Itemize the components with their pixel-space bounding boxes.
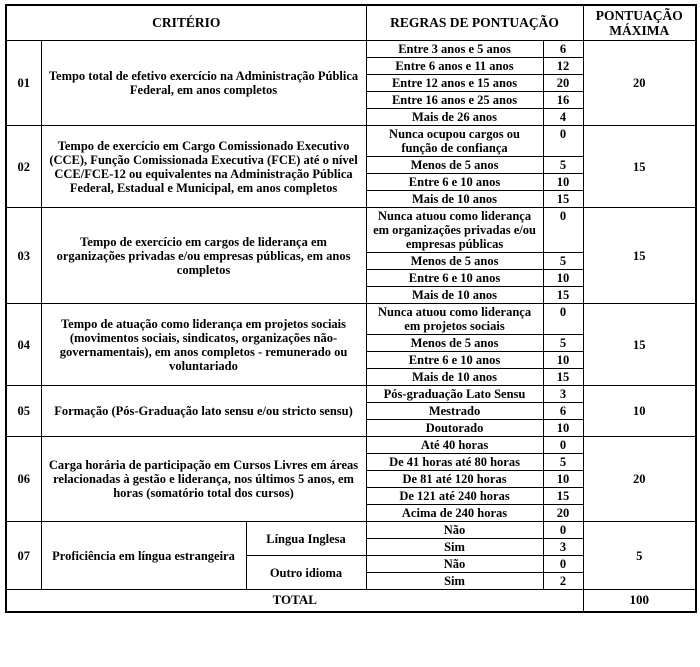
criterion-block-03 [6, 208, 696, 304]
rule-points: 10 [543, 420, 583, 437]
rule-points: 5 [543, 253, 583, 270]
rule-label: Sim [366, 539, 543, 556]
max-points: 15 [583, 304, 696, 386]
criterion-text: Tempo de exercício em Cargo Comissionado Executivo (CCE), Função Comissionada Executiva (FCE) até o nível CCE/FCE-12 ou equivalentes na Administração Pública Federal, Estadual e Municipal, em anos completos [41, 126, 366, 208]
rule-label: Pós-graduação Lato Sensu [366, 386, 543, 403]
criterion-number: 06 [6, 437, 41, 522]
rule-label: Mais de 10 anos [366, 287, 543, 304]
max-points: 10 [583, 386, 696, 437]
total-row [6, 590, 696, 613]
rule-label: Nunca atuou como liderança em projetos sociais [366, 304, 543, 335]
criterion-block-06 [6, 437, 696, 522]
rule-label: Entre 3 anos e 5 anos [366, 41, 543, 58]
rule-label: Mestrado [366, 403, 543, 420]
table-row [6, 41, 696, 58]
rule-points: 10 [543, 352, 583, 369]
rule-points: 16 [543, 92, 583, 109]
rule-label: Sim [366, 573, 543, 590]
criterion-block-04 [6, 304, 696, 386]
rule-points: 4 [543, 109, 583, 126]
rule-points: 0 [543, 556, 583, 573]
header-criterio: CRITÉRIO [6, 5, 366, 41]
rule-points: 20 [543, 505, 583, 522]
rule-points: 6 [543, 41, 583, 58]
rule-label: Mais de 26 anos [366, 109, 543, 126]
language-label: Outro idioma [246, 556, 366, 590]
total-block [6, 590, 696, 613]
rule-label: Entre 12 anos e 15 anos [366, 75, 543, 92]
table-row [6, 126, 696, 157]
rule-points: 15 [543, 369, 583, 386]
criterion-number: 05 [6, 386, 41, 437]
total-label: TOTAL [6, 590, 583, 613]
rule-label: Doutorado [366, 420, 543, 437]
rule-points: 5 [543, 454, 583, 471]
rule-points: 0 [543, 208, 583, 253]
rule-points: 15 [543, 488, 583, 505]
rule-label: Mais de 10 anos [366, 191, 543, 208]
rule-points: 10 [543, 471, 583, 488]
rule-points: 0 [543, 304, 583, 335]
pontuacao-table [5, 4, 697, 613]
rule-points: 6 [543, 403, 583, 420]
header-pontuacao-maxima: PONTUAÇÃO MÁXIMA [583, 5, 696, 41]
criterion-number: 07 [6, 522, 41, 590]
rule-label: Entre 6 e 10 anos [366, 270, 543, 287]
criterion-text: Formação (Pós-Graduação lato sensu e/ou stricto sensu) [41, 386, 366, 437]
rule-label: Menos de 5 anos [366, 335, 543, 352]
rule-points: 3 [543, 386, 583, 403]
rule-label: Entre 6 anos e 11 anos [366, 58, 543, 75]
max-points: 20 [583, 437, 696, 522]
rule-label: De 121 até 240 horas [366, 488, 543, 505]
rule-points: 10 [543, 270, 583, 287]
rule-points: 20 [543, 75, 583, 92]
rule-label: Entre 16 anos e 25 anos [366, 92, 543, 109]
criterion-block-02 [6, 126, 696, 208]
criterion-number: 03 [6, 208, 41, 304]
max-points: 20 [583, 41, 696, 126]
rule-points: 2 [543, 573, 583, 590]
max-points: 5 [583, 522, 696, 590]
total-value: 100 [583, 590, 696, 613]
rule-points: 3 [543, 539, 583, 556]
rule-points: 5 [543, 335, 583, 352]
table-row [6, 304, 696, 335]
criterion-block-05 [6, 386, 696, 437]
criterion-text: Proficiência em língua estrangeira [41, 522, 246, 590]
rule-points: 0 [543, 437, 583, 454]
criterion-block-01 [6, 41, 696, 126]
criterion-block-07 [6, 522, 696, 590]
criterion-text: Tempo de exercício em cargos de liderança em organizações privadas e/ou empresas públicas, em anos completos [41, 208, 366, 304]
language-label: Língua Inglesa [246, 522, 366, 556]
table-row [6, 437, 696, 454]
rule-label: Acima de 240 horas [366, 505, 543, 522]
criterion-number: 02 [6, 126, 41, 208]
criterion-text: Carga horária de participação em Cursos Livres em áreas relacionadas à gestão e liderança, nos últimos 5 anos, em horas (somatório total dos cursos) [41, 437, 366, 522]
rule-label: Menos de 5 anos [366, 253, 543, 270]
table-row [6, 386, 696, 403]
rule-points: 0 [543, 126, 583, 157]
rule-label: Nunca ocupou cargos ou função de confiança [366, 126, 543, 157]
criterion-number: 04 [6, 304, 41, 386]
rule-label: De 41 horas até 80 horas [366, 454, 543, 471]
rule-label: Nunca atuou como liderança em organizações privadas e/ou empresas públicas [366, 208, 543, 253]
rule-points: 10 [543, 174, 583, 191]
rule-points: 15 [543, 287, 583, 304]
rule-label: Entre 6 e 10 anos [366, 174, 543, 191]
criterion-text: Tempo total de efetivo exercício na Administração Pública Federal, em anos completos [41, 41, 366, 126]
criterion-number: 01 [6, 41, 41, 126]
rule-points: 0 [543, 522, 583, 539]
rule-label: De 81 até 120 horas [366, 471, 543, 488]
table-header-row [6, 5, 696, 41]
rule-label: Não [366, 556, 543, 573]
header-regras-pontuacao: REGRAS DE PONTUAÇÃO [366, 5, 583, 41]
table-row [6, 522, 696, 539]
max-points: 15 [583, 126, 696, 208]
table-row [6, 208, 696, 253]
criterion-text: Tempo de atuação como liderança em projetos sociais (movimentos sociais, sindicatos, organizações não-governamentais), em anos completos - remunerado ou voluntariado [41, 304, 366, 386]
rule-label: Mais de 10 anos [366, 369, 543, 386]
rule-label: Menos de 5 anos [366, 157, 543, 174]
rule-points: 5 [543, 157, 583, 174]
rule-label: Entre 6 e 10 anos [366, 352, 543, 369]
rule-label: Não [366, 522, 543, 539]
rule-points: 15 [543, 191, 583, 208]
max-points: 15 [583, 208, 696, 304]
rule-label: Até 40 horas [366, 437, 543, 454]
rule-points: 12 [543, 58, 583, 75]
